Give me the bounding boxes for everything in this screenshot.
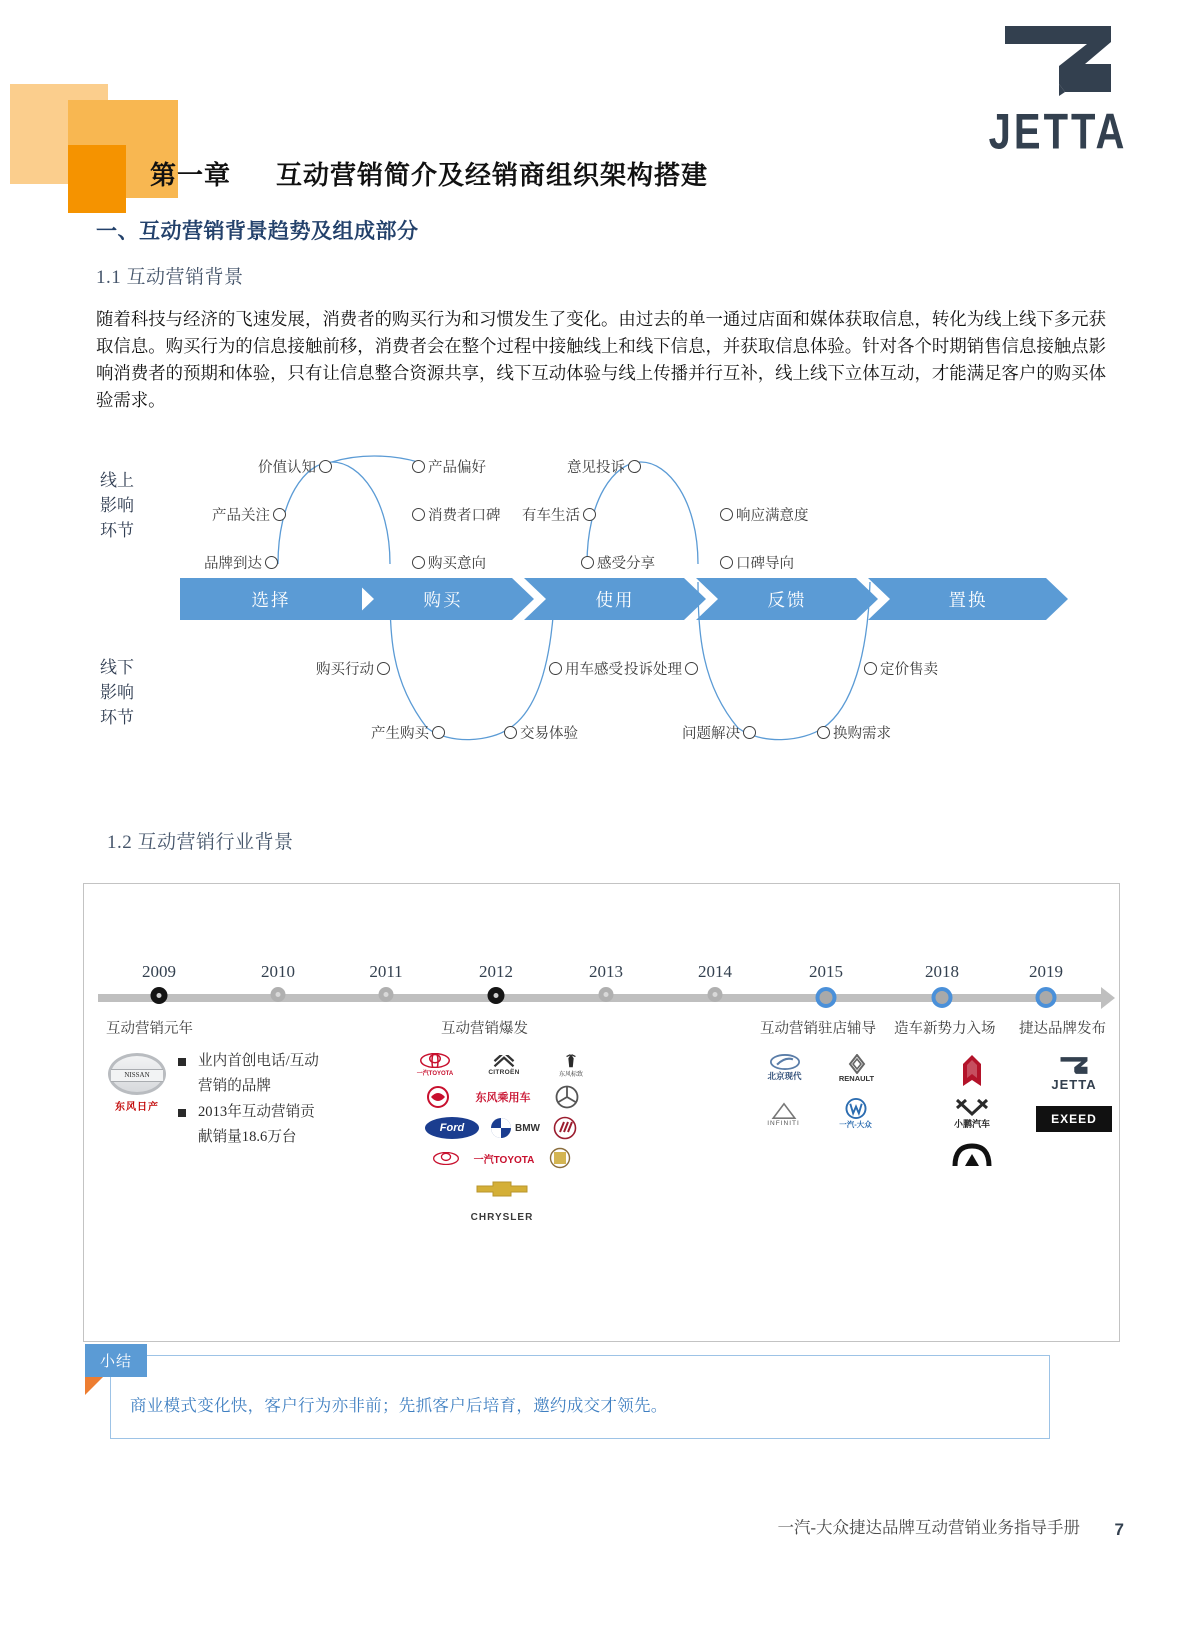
timeline-year-2011: 2011 bbox=[369, 962, 403, 981]
logo-row bbox=[1024, 1052, 1124, 1094]
dongfeng-nissan-label: 东风日产 bbox=[115, 1102, 159, 1113]
node-dot-icon bbox=[549, 662, 562, 675]
stage-chevron-4[interactable] bbox=[696, 578, 878, 620]
brand-logo-grid-2012 bbox=[402, 1052, 602, 1232]
timeline-marker-2018[interactable] bbox=[932, 987, 953, 1008]
beijing-hyundai-logo-icon bbox=[755, 1052, 815, 1084]
logo-row bbox=[752, 1052, 892, 1084]
node-label: 换购需求 bbox=[833, 726, 891, 742]
timeline-caption-2012: 互动营销爆发 bbox=[441, 1021, 528, 1037]
peugeot-label: 东风标致 bbox=[558, 1071, 583, 1078]
journey-node-online-11 bbox=[720, 552, 794, 573]
node-label: 感受分享 bbox=[597, 556, 655, 572]
node-dot-icon bbox=[377, 662, 390, 675]
footer-page-number: 7 bbox=[1114, 1520, 1124, 1539]
timeline-year-2012: 2012 bbox=[479, 962, 513, 981]
jetta-brand-label: JETTA bbox=[1051, 1076, 1097, 1092]
journey-node-offline-1 bbox=[316, 658, 390, 679]
journey-node-online-2 bbox=[212, 504, 286, 525]
online-axis-label: 线上 影响 环节 bbox=[100, 471, 134, 540]
node-dot-icon bbox=[581, 556, 594, 569]
journey-node-online-4 bbox=[412, 456, 486, 477]
node-dot-icon bbox=[720, 508, 733, 521]
timeline-year-2014: 2014 bbox=[698, 962, 732, 981]
subheading-1-1: 1.1 互动营销背景 bbox=[96, 267, 244, 288]
xpeng-label: 小鹏汽车 bbox=[953, 1118, 990, 1129]
stage-label: 使用 bbox=[595, 589, 635, 610]
ford-logo-icon: Ford bbox=[425, 1117, 479, 1139]
logo-row bbox=[402, 1146, 602, 1170]
node-label: 价值认知 bbox=[258, 460, 316, 476]
beijing-hyundai-label: 北京现代 bbox=[767, 1071, 802, 1081]
nio-logo-icon bbox=[942, 1138, 1002, 1172]
toyota-label: 一汽TOYOTA bbox=[416, 1071, 454, 1077]
stage-label: 反馈 bbox=[767, 589, 807, 610]
stage-label: 置换 bbox=[948, 589, 988, 610]
node-dot-icon bbox=[864, 662, 877, 675]
node-dot-icon bbox=[720, 556, 733, 569]
toyota-logo-icon bbox=[406, 1052, 464, 1078]
timeline-marker-2014[interactable] bbox=[708, 987, 723, 1002]
journey-node-online-3 bbox=[258, 456, 332, 477]
jetta-brand-logo-icon bbox=[1036, 1052, 1112, 1094]
nissan-dongfeng-logo-icon bbox=[104, 1049, 170, 1151]
bmw-label: BMW bbox=[515, 1122, 540, 1134]
logo-row bbox=[752, 1098, 892, 1130]
jetta-arrow-icon bbox=[988, 22, 1128, 105]
customer-journey-diagram bbox=[90, 440, 1110, 770]
xpeng-logo-icon bbox=[927, 1096, 1017, 1130]
stage-chevron-2[interactable] bbox=[352, 578, 534, 620]
summary-tab: 小结 bbox=[85, 1344, 147, 1377]
stage-chevron-1-label bbox=[180, 578, 362, 620]
renault-logo-icon bbox=[824, 1052, 890, 1084]
logo-row bbox=[1024, 1106, 1124, 1132]
list-item: 2013年互动营销贡献销量18.6万台 bbox=[178, 1100, 324, 1150]
node-label: 定价售卖 bbox=[880, 662, 938, 678]
logo-row bbox=[402, 1052, 602, 1078]
node-dot-icon bbox=[412, 460, 425, 473]
node-label: 意见投诉 bbox=[567, 460, 625, 476]
node-label: 有车生活 bbox=[522, 508, 580, 524]
journey-node-offline-2 bbox=[371, 722, 445, 743]
jetta-wordmark: JETTA bbox=[988, 104, 1128, 160]
stage-label: 购买 bbox=[423, 589, 463, 610]
journey-node-online-8 bbox=[522, 504, 596, 525]
node-label: 品牌到达 bbox=[204, 556, 262, 572]
exeed-logo-icon: EXEED bbox=[1036, 1106, 1112, 1132]
journey-node-offline-3 bbox=[504, 722, 578, 743]
list-item: 业内首创电话/互动营销的品牌 bbox=[178, 1049, 324, 1099]
nissan-wordmark: NISSAN bbox=[111, 1069, 163, 1082]
infiniti-label: INFINITI bbox=[767, 1119, 800, 1127]
node-dot-icon bbox=[628, 460, 641, 473]
timeline-marker-2011[interactable] bbox=[379, 987, 394, 1002]
node-dot-icon bbox=[504, 726, 517, 739]
timeline-marker-2015[interactable] bbox=[816, 987, 837, 1008]
timeline-detail-2009 bbox=[104, 1049, 324, 1151]
dongfeng-passenger-vehicle-label: 东风乘用车 bbox=[475, 1092, 531, 1104]
journey-node-offline-5 bbox=[624, 658, 698, 679]
logo-row bbox=[402, 1176, 602, 1202]
node-label: 购买意向 bbox=[428, 556, 486, 572]
timeline-marker-2009[interactable] bbox=[151, 987, 168, 1004]
node-dot-icon bbox=[817, 726, 830, 739]
logo-row bbox=[402, 1116, 602, 1140]
brand-logo-grid-2015 bbox=[752, 1052, 892, 1136]
timeline-caption-2018: 造车新势力入场 bbox=[894, 1021, 996, 1037]
summary-tab-notch bbox=[85, 1377, 103, 1395]
offline-axis-label: 线下 影响 环节 bbox=[100, 658, 134, 727]
journey-node-online-6 bbox=[412, 552, 486, 573]
node-label: 交易体验 bbox=[520, 726, 578, 742]
node-dot-icon bbox=[412, 508, 425, 521]
node-label: 问题解决 bbox=[682, 726, 740, 742]
stage-chevron-3[interactable] bbox=[524, 578, 706, 620]
summary-text: 商业模式变化快，客户行为亦非前；先抓客户后培育，邀约成交才领先。 bbox=[130, 1396, 668, 1415]
node-label: 口碑导向 bbox=[736, 556, 794, 572]
logo-row bbox=[402, 1084, 602, 1110]
bmw-logo-icon bbox=[488, 1116, 542, 1140]
node-dot-icon bbox=[685, 662, 698, 675]
renault-label: RENAULT bbox=[838, 1073, 875, 1083]
timeline-marker-2012[interactable] bbox=[488, 987, 505, 1004]
timeline-marker-2010[interactable] bbox=[271, 987, 286, 1002]
logo-row bbox=[912, 1096, 1032, 1130]
node-label: 购买行动 bbox=[316, 662, 374, 678]
decorative-square-dark bbox=[68, 145, 126, 213]
timeline-year-2010: 2010 bbox=[261, 962, 295, 981]
timeline-year-2013: 2013 bbox=[589, 962, 623, 981]
node-label: 投诉处理 bbox=[624, 662, 682, 678]
timeline-year-2009: 2009 bbox=[142, 962, 176, 981]
brand-logo-grid-2019 bbox=[1024, 1052, 1124, 1138]
journey-node-offline-7 bbox=[817, 722, 891, 743]
nissan-bullet-list bbox=[178, 1049, 324, 1151]
mercedes-benz-logo-icon bbox=[551, 1084, 583, 1110]
journey-node-offline-4 bbox=[549, 658, 623, 679]
subheading-1-2: 1.2 互动营销行业背景 bbox=[107, 832, 294, 853]
faw-toyota-label: 一汽TOYOTA bbox=[473, 1154, 535, 1166]
logo-row bbox=[912, 1052, 1032, 1090]
journey-node-online-10 bbox=[720, 504, 809, 525]
timeline-year-2019: 2019 bbox=[1029, 962, 1063, 981]
node-label: 产生购买 bbox=[371, 726, 429, 742]
node-label: 响应满意度 bbox=[736, 508, 809, 524]
citroen-logo-icon bbox=[473, 1052, 535, 1078]
section-heading: 一、互动营销背景趋势及组成部分 bbox=[96, 219, 419, 243]
journey-node-offline-6 bbox=[682, 722, 756, 743]
node-dot-icon bbox=[743, 726, 756, 739]
dongfeng-aeolus-logo-icon bbox=[421, 1084, 455, 1110]
node-dot-icon bbox=[273, 508, 286, 521]
timeline-marker-2013[interactable] bbox=[599, 987, 614, 1002]
cadillac-logo-icon bbox=[546, 1146, 574, 1170]
citroen-label: CITROËN bbox=[488, 1068, 520, 1076]
timeline-caption-2009: 互动营销元年 bbox=[106, 1021, 193, 1037]
journey-node-online-1 bbox=[204, 552, 278, 573]
logo-row bbox=[402, 1208, 602, 1226]
peugeot-logo-icon bbox=[544, 1052, 598, 1078]
hongqi-logo-icon bbox=[949, 1052, 995, 1090]
faw-toyota-logo-icon bbox=[430, 1148, 462, 1168]
node-dot-icon bbox=[265, 556, 278, 569]
node-dot-icon bbox=[583, 508, 596, 521]
journey-node-online-7 bbox=[581, 552, 655, 573]
stage-chevron-5[interactable] bbox=[868, 578, 1068, 620]
node-label: 产品偏好 bbox=[428, 460, 486, 476]
brand-logo-grid-2018 bbox=[912, 1052, 1032, 1178]
timeline-arrow-icon bbox=[1101, 987, 1115, 1009]
faw-volkswagen-logo-icon bbox=[822, 1098, 890, 1130]
buick-logo-icon bbox=[551, 1116, 579, 1140]
logo-row bbox=[912, 1138, 1032, 1172]
chevrolet-logo-icon bbox=[470, 1176, 534, 1202]
timeline-caption-2015: 互动营销驻店辅导 bbox=[760, 1021, 876, 1037]
stage-label: 选择 bbox=[251, 589, 291, 610]
infiniti-logo-icon bbox=[755, 1098, 813, 1130]
node-dot-icon bbox=[319, 460, 332, 473]
faw-volkswagen-label: 一汽-大众 bbox=[839, 1120, 872, 1129]
journey-node-offline-8 bbox=[864, 658, 938, 679]
chrysler-logo-icon: CHRYSLER bbox=[470, 1211, 534, 1223]
node-label: 用车感受 bbox=[565, 662, 623, 678]
node-dot-icon bbox=[432, 726, 445, 739]
node-label: 产品关注 bbox=[212, 508, 270, 524]
timeline-caption-2019: 捷达品牌发布 bbox=[1019, 1021, 1106, 1037]
intro-paragraph: 随着科技与经济的飞速发展，消费者的购买行为和习惯发生了变化。由过去的单一通过店面和媒体获取信息，转化为线上线下多元获取信息。购买行为的信息接触前移，消费者会在整个过程中接触线上和线下信息，并获取信息体验。针对各个时期销售信息接触点影响消费者的预期和体验，只有让信息整合资源共享，线下互动体验与线上传播并行互补，线上线下立体互动，才能满足客户的购买体验需求。 bbox=[96, 309, 1106, 410]
node-dot-icon bbox=[412, 556, 425, 569]
timeline-year-2018: 2018 bbox=[925, 962, 959, 981]
footer-title: 一汽-大众捷达品牌互动营销业务指导手册 bbox=[777, 1518, 1080, 1537]
page-title: 第一章 互动营销简介及经销商组织架构搭建 bbox=[150, 161, 709, 190]
timeline-marker-2019[interactable] bbox=[1036, 987, 1057, 1008]
journey-node-online-5 bbox=[412, 504, 501, 525]
industry-timeline-box bbox=[83, 883, 1120, 1342]
node-label: 消费者口碑 bbox=[428, 508, 501, 524]
journey-node-online-9 bbox=[567, 456, 641, 477]
timeline-year-2015: 2015 bbox=[809, 962, 843, 981]
jetta-logo bbox=[988, 22, 1128, 160]
